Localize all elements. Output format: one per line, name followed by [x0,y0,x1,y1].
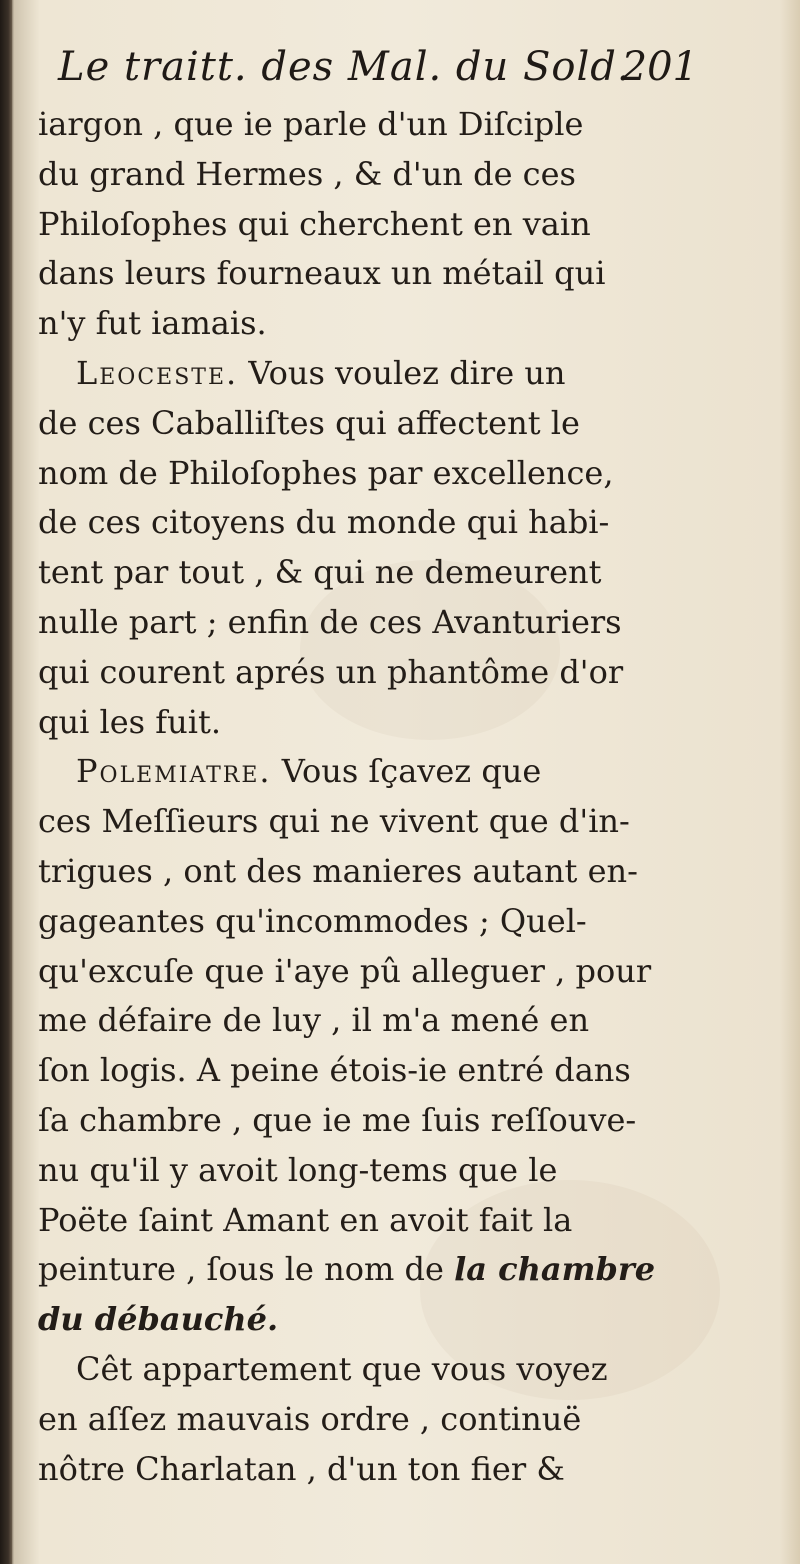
text-line [38,1146,718,1196]
text-line [38,349,718,399]
text-line [38,747,718,797]
text-line [38,548,718,598]
line-text: iargon , que ie parle d'un Diſciple [38,105,584,143]
text-line [38,1046,718,1096]
text-line [38,200,718,250]
line-text: gageantes qu'incommodes ; Quel- [38,901,587,940]
line-text: Vous ſçavez que [271,752,542,791]
text-line [38,698,718,748]
text-line [38,449,718,499]
text-line [38,1445,718,1495]
line-text: du grand Hermes , & d'un de ces [38,154,576,193]
line-text: de ces Caballiſtes qui affectent le [38,403,580,442]
page-number: 201 [621,44,698,90]
text-line [38,249,718,299]
text-line [38,1196,718,1246]
text-line [38,947,718,997]
text-line [38,1245,718,1295]
line-text: Poëte ſaint Amant en avoit fait la [38,1200,573,1239]
text-line [38,847,718,897]
line-text: ces Meſſieurs qui ne vivent que d'in- [38,802,630,841]
line-text: Philoſophes qui cherchent en vain [38,204,591,243]
line-text: ſon logis. A peine étois-ie entré dans [38,1051,631,1090]
italic-text: du débauché. [38,1300,279,1339]
body-text [38,100,718,1494]
text-line [38,498,718,548]
line-text: nulle part ; enfin de ces Avanturiers [38,602,622,641]
text-line [38,797,718,847]
line-text: me défaire de luy , il m'a mené en [38,1001,590,1040]
running-header [58,38,698,108]
line-text: Cêt appartement que vous voyez [76,1349,608,1388]
line-text: nu qu'il y avoit long-tems que le [38,1150,558,1189]
line-text: peinture , ſous le nom de [38,1250,455,1289]
page-binding-edge [0,0,12,1564]
text-line [38,1096,718,1146]
text-line [38,1395,718,1445]
text-line [38,399,718,449]
line-text: dans leurs fourneaux un métail qui [38,254,606,293]
italic-text: la chambre [454,1250,656,1289]
text-line [38,897,718,947]
line-text: qui les fuit. [38,702,221,741]
line-text: qui courent aprés un phantôme d'or [38,652,624,691]
running-title: Le traitt. des Mal. du Sold. [58,44,631,90]
text-line [38,996,718,1046]
line-text: tent par tout , & qui ne demeurent [38,553,602,592]
line-text: n'y fut iamais. [38,304,267,343]
text-line [38,100,718,150]
line-text: en aſſez mauvais ordre , continuë [38,1399,582,1438]
line-text: nom de Philoſophes par excellence, [38,453,614,492]
text-line [38,648,718,698]
text-line [38,1295,718,1345]
line-text: ſa chambre , que ie me ſuis reſſouve- [38,1100,637,1139]
line-text: de ces citoyens du monde qui habi- [38,503,610,542]
line-text: Vous voulez dire un [238,353,566,392]
line-text: qu'excuſe que i'aye pû alleguer , pour [38,951,652,990]
text-line [38,598,718,648]
line-text: nôtre Charlatan , d'un ton fier & [38,1449,565,1488]
line-text: trigues , ont des manieres autant en- [38,851,638,890]
text-line [38,1345,718,1395]
speaker-name: Leoceste. [76,353,239,392]
text-line [38,150,718,200]
text-line [38,299,718,349]
speaker-name: Polemiatre. [76,752,272,791]
